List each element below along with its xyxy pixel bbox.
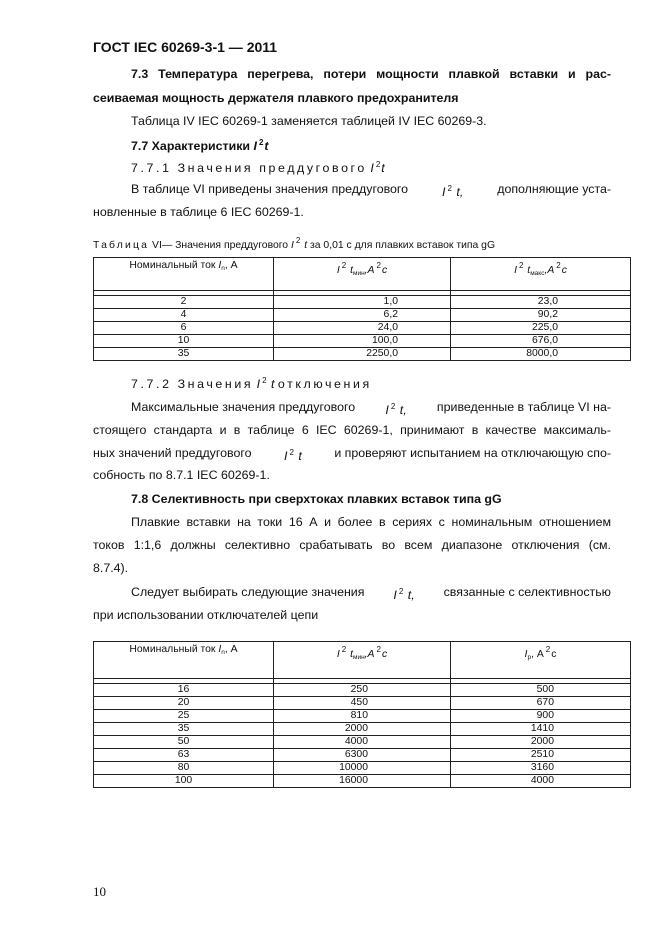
text-fragment: I bbox=[385, 403, 389, 417]
caption-text-a: — Значения преддугового bbox=[161, 240, 289, 251]
table-row bbox=[94, 723, 631, 736]
table-cell: 20 bbox=[94, 697, 274, 710]
section-7-7-2-heading bbox=[131, 373, 372, 392]
text-fragment: с bbox=[551, 649, 557, 660]
table-cell: 1,0 bbox=[274, 296, 451, 309]
para-text-b: дополняющие уста- bbox=[497, 182, 611, 196]
column-header-i2t-min bbox=[274, 642, 451, 679]
para-text-a: В таблице VI приведены значения преддугового bbox=[131, 182, 409, 196]
table-cell: 23,0 bbox=[451, 296, 631, 309]
column-header-ip bbox=[451, 642, 631, 679]
text-fragment: связанные с селективностью bbox=[443, 585, 611, 599]
table-cell: 676,0 bbox=[451, 335, 631, 348]
text-fragment: Максимальные значения преддугового bbox=[131, 400, 356, 414]
text-fragment: c bbox=[381, 649, 388, 660]
text-fragment: , А bbox=[224, 644, 238, 655]
header-year: 2011 bbox=[246, 39, 278, 55]
table-row bbox=[94, 710, 631, 723]
table-row bbox=[94, 775, 631, 788]
table-cell: 500 bbox=[451, 684, 631, 697]
text-fragment: 2 bbox=[376, 261, 381, 270]
section-7-7-2-para-line2: стоящего стандарта и в таблице 6 IEC 60269-1, принимают в качестве максималь- bbox=[93, 423, 611, 437]
section-7-7-1-heading bbox=[131, 157, 385, 176]
superscript-2: 2 bbox=[447, 184, 452, 193]
text-fragment: и проверяют испытанием на отключающую спо- bbox=[334, 446, 611, 460]
standard-designation: ГОСТ IEC 60269-3-1 bbox=[93, 39, 225, 55]
table-header-row bbox=[94, 642, 631, 679]
symbol-i: I bbox=[290, 240, 294, 251]
table-cell: 16 bbox=[94, 684, 274, 697]
text-fragment: I bbox=[336, 265, 340, 276]
text-fragment: ,А bbox=[364, 649, 375, 660]
text-fragment: t bbox=[350, 265, 353, 276]
heading-text: 7.7 Характеристики bbox=[131, 139, 251, 153]
text-fragment: I bbox=[336, 649, 340, 660]
table-row bbox=[94, 684, 631, 697]
symbol-i: I bbox=[253, 139, 257, 153]
table-row bbox=[94, 309, 631, 322]
section-7-7-heading bbox=[131, 135, 269, 154]
text-fragment: ных значений преддугового bbox=[93, 446, 252, 460]
text-fragment: t bbox=[270, 377, 275, 391]
symbol-t: t, bbox=[456, 185, 464, 199]
text-fragment: Номинальный ток bbox=[129, 260, 216, 271]
page-number: 10 bbox=[93, 884, 106, 899]
table-row bbox=[94, 322, 631, 335]
table-cell: 16000 bbox=[274, 775, 451, 788]
symbol-i: I bbox=[442, 185, 446, 199]
table-cell: 4000 bbox=[451, 775, 631, 788]
table-cell: 10 bbox=[94, 335, 274, 348]
column-header-i2t-max bbox=[451, 258, 631, 291]
text-fragment: 7.7.2 Значения bbox=[131, 377, 254, 391]
text-fragment: t bbox=[350, 649, 353, 660]
superscript-2: 2 bbox=[295, 236, 301, 245]
text-fragment: 2 bbox=[398, 587, 404, 596]
section-7-7-2-para-line1 bbox=[131, 399, 611, 418]
text-fragment: макс bbox=[530, 270, 545, 277]
table-cell: 900 bbox=[451, 710, 631, 723]
table-cell: 6,2 bbox=[274, 309, 451, 322]
text-fragment: I bbox=[218, 260, 222, 271]
table-cell: 6300 bbox=[274, 749, 451, 762]
table-cell: 2510 bbox=[451, 749, 631, 762]
symbol-i: I bbox=[370, 161, 374, 175]
superscript-2: 2 bbox=[258, 138, 264, 147]
text-fragment: n bbox=[221, 265, 225, 272]
heading-text: 7.7.1 Значения преддугового bbox=[131, 161, 367, 175]
text-fragment: мин bbox=[352, 654, 365, 661]
table-cell: 2250,0 bbox=[274, 348, 451, 361]
text-fragment: I bbox=[256, 377, 261, 391]
selectivity-table bbox=[93, 641, 631, 788]
text-fragment: c bbox=[561, 265, 567, 276]
text-fragment: I bbox=[524, 649, 528, 660]
section-7-3-text: Таблица IV IEC 60269-1 заменяется таблицей IV IEC 60269-3. bbox=[131, 114, 487, 128]
caption-number: VI bbox=[152, 240, 162, 251]
table-cell: 810 bbox=[274, 710, 451, 723]
text-fragment: I bbox=[218, 644, 222, 655]
text-fragment: 2 bbox=[289, 448, 294, 457]
text-fragment: отключения bbox=[277, 377, 372, 391]
table-cell: 4 bbox=[94, 309, 274, 322]
symbol-t: t bbox=[381, 161, 385, 175]
section-7-8-para-line2: токов 1:1,6 должны селективно срабатывать во всем диапазоне отключения (см. bbox=[93, 538, 611, 552]
table-cell: 50 bbox=[94, 736, 274, 749]
symbol-t: t bbox=[264, 139, 269, 153]
table-cell: 2000 bbox=[451, 736, 631, 749]
table-vi bbox=[93, 257, 631, 361]
column-header-rated-current bbox=[94, 258, 274, 291]
text-fragment: приведенные в таблице VI на- bbox=[436, 400, 611, 414]
table-cell: 1410 bbox=[451, 723, 631, 736]
text-fragment: 2 bbox=[341, 645, 347, 654]
text-fragment: , А bbox=[224, 260, 238, 271]
table-cell: 250 bbox=[274, 684, 451, 697]
text-fragment: t bbox=[298, 449, 302, 463]
text-fragment: 2 bbox=[545, 645, 551, 654]
text-fragment: I bbox=[284, 449, 288, 463]
text-fragment: ,А bbox=[544, 265, 555, 276]
table-cell: 2000 bbox=[274, 723, 451, 736]
table-row bbox=[94, 697, 631, 710]
text-fragment: Номинальный ток bbox=[129, 644, 216, 655]
text-fragment: Следует выбирать следующие значения bbox=[131, 585, 365, 599]
text-fragment: 2 bbox=[390, 402, 396, 411]
text-fragment: ,А bbox=[364, 265, 375, 276]
section-7-8-para-line1: Плавкие вставки на токи 16 А и более в сериях с номинальным отношением bbox=[131, 515, 611, 529]
table-row bbox=[94, 749, 631, 762]
section-7-8-para2-line1 bbox=[131, 584, 611, 603]
text-fragment: мин bbox=[352, 270, 365, 277]
text-fragment: , А bbox=[531, 649, 544, 660]
section-7-8-heading: 7.8 Селективность при сверхтоках плавких вставок типа gG bbox=[131, 492, 502, 506]
text-fragment: I bbox=[393, 588, 397, 602]
table-cell: 670 bbox=[451, 697, 631, 710]
text-fragment: 2 bbox=[376, 645, 381, 654]
document-header bbox=[93, 39, 277, 55]
superscript-2: 2 bbox=[375, 160, 381, 169]
header-dash: — bbox=[228, 39, 243, 55]
section-7-7-2-para-line3 bbox=[93, 445, 611, 464]
text-fragment: 2 bbox=[518, 261, 524, 270]
text-fragment: c bbox=[381, 265, 388, 276]
table-cell: 24,0 bbox=[274, 322, 451, 335]
section-7-8-para2-line2: при использовании отключателей цепи bbox=[93, 608, 319, 622]
table-row bbox=[94, 736, 631, 749]
caption-text-b: за 0,01 с для плавких вставок типа gG bbox=[310, 240, 496, 251]
text-fragment: 2 bbox=[556, 261, 561, 270]
table-row bbox=[94, 296, 631, 309]
table-cell: 80 bbox=[94, 762, 274, 775]
table-cell: 4000 bbox=[274, 736, 451, 749]
table-cell: 10000 bbox=[274, 762, 451, 775]
table-cell: 450 bbox=[274, 697, 451, 710]
section-7-8-para-line3: 8.7.4). bbox=[93, 561, 129, 575]
section-7-3-heading-line1: 7.3 Температура перегрева, потери мощности плавкой вставки и рас- bbox=[131, 67, 611, 81]
section-7-3-heading-line2: сеиваемая мощность держателя плавкого предохранителя bbox=[93, 91, 459, 105]
symbol-t: t bbox=[304, 240, 308, 251]
table-row bbox=[94, 348, 631, 361]
section-7-7-1-para-line1 bbox=[131, 181, 611, 200]
table-cell: 63 bbox=[94, 749, 274, 762]
table-caption bbox=[93, 236, 495, 251]
table-header-row bbox=[94, 258, 631, 291]
text-fragment: n bbox=[221, 649, 225, 656]
text-fragment: 2 bbox=[341, 261, 347, 270]
text-fragment: t bbox=[527, 265, 531, 276]
table-cell: 90,2 bbox=[451, 309, 631, 322]
caption-label: Таблица bbox=[93, 240, 150, 251]
table-cell: 100,0 bbox=[274, 335, 451, 348]
text-fragment: 2 bbox=[262, 376, 267, 385]
table-row bbox=[94, 335, 631, 348]
section-7-7-1-para-line2: новленные в таблице 6 IEC 60269-1. bbox=[93, 205, 304, 219]
table-cell: 35 bbox=[94, 723, 274, 736]
table-cell: 2 bbox=[94, 296, 274, 309]
column-header-rated-current bbox=[94, 642, 274, 679]
column-header-i2t-min bbox=[274, 258, 451, 291]
text-fragment: t, bbox=[399, 403, 407, 417]
table-cell: 8000,0 bbox=[451, 348, 631, 361]
text-fragment: t, bbox=[407, 588, 415, 602]
text-fragment: p bbox=[527, 654, 532, 661]
table-cell: 25 bbox=[94, 710, 274, 723]
text-fragment: I bbox=[514, 265, 517, 276]
table-cell: 6 bbox=[94, 322, 274, 335]
table-cell: 100 bbox=[94, 775, 274, 788]
table-cell: 35 bbox=[94, 348, 274, 361]
table-row bbox=[94, 762, 631, 775]
section-7-7-2-para-line4: собность по 8.7.1 IEC 60269-1. bbox=[93, 468, 270, 482]
table-cell: 3160 bbox=[451, 762, 631, 775]
table-cell: 225,0 bbox=[451, 322, 631, 335]
